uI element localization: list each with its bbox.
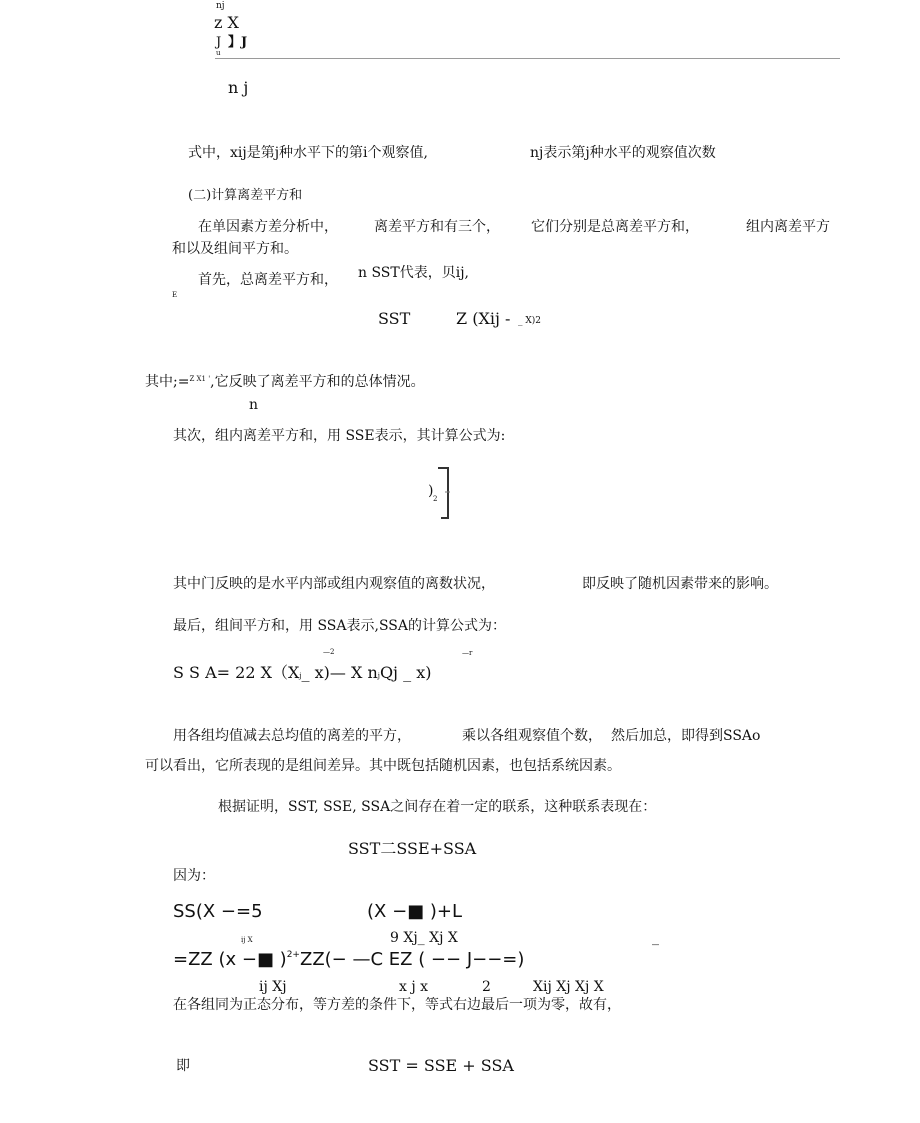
sst-intro-tail: n SST代表，贝ij, [358,265,470,281]
sse-formula-sub: 2 [433,495,438,503]
derivation-line-2-dash: _ [652,930,659,946]
derivation-line-4-c: 2 [482,979,491,995]
derivation-line-2-a-text: ij X [241,936,253,944]
bracket-mark: 】J [228,35,248,50]
ssa-sub-j: j [299,672,302,680]
ssa-explain-3: 然后加总，即得到SSAo [611,728,761,744]
sum-symbol-zx: z X [214,13,239,32]
fraction-bar [215,58,840,59]
margin-mark: E [172,291,178,299]
sse-meaning: 其中门反映的是水平内部或组内观察值的离数状况， [173,576,495,592]
fraction-denominator: n j [228,78,249,97]
intro-seg-1: 在单因素方差分析中， [198,219,338,235]
ssa-mid: _ x)— X n [301,663,378,682]
derivation-line-3-sup: 2+ [286,950,300,960]
mean-definition-lead: 其中;= [145,374,190,390]
ssa-intro: 最后，组间平方和，用 SSA表示,SSA的计算公式为： [173,618,506,634]
ssa-over-2: —2 [323,648,335,656]
derivation-line-4-b: x j x [399,979,429,995]
intro-seg-4: 组内离差平方 [746,219,830,235]
derivation-line-3 [173,951,524,969]
mean-definition [145,375,425,389]
sse-intro: 其次，组内离差平方和，用 SSE表示，其计算公式为: [173,428,506,444]
derivation-line-3-a: =ZZ (x −■ ) [173,949,287,970]
ssa-explain-1: 用各组均值减去总均值的离差的平方， [173,728,411,744]
derivation-line-4-d: Xij Xj Xj X [533,979,604,995]
derivation-line-4-a: ij Xj [259,979,287,995]
ssa-explain-2: 乘以各组观察值个数， [462,728,602,744]
ssa-explain-line-2: 可以看出，它所表现的是组间差异。其中既包括随机因素，也包括系统因素。 [145,758,621,774]
sst-intro: 首先，总离差平方和， [198,272,338,288]
sum-index-j: J [216,35,222,50]
derivation-line-3-b: ZZ(− —C EZ ( −− J−−=) [299,949,525,970]
ssa-main: S S A= 22 X（X [173,663,300,682]
sst-rhs-tail: _ X)2 [518,316,542,326]
ssa-tail: Qj _ x) [379,663,432,682]
definition-nj: nj表示第j种水平的观察值次数 [530,145,716,161]
mean-definition-sup: Z X1 ' [189,375,211,383]
intro-seg-3: 它们分别是总离差平方和， [531,219,699,235]
identity-formula: SST二SSE+SSA [348,839,477,858]
final-ji: 即 [176,1058,190,1074]
sse-formula-paren: ) [428,483,434,499]
derivation-line-1-right: (X −■ )+L [367,901,463,922]
sst-lhs: SST [378,309,411,328]
mean-definition-tail: ,它反映了离差平方和的总体情况。 [210,374,425,390]
sst-rhs: Z (Xij - [456,309,511,328]
relation-intro: 根据证明，SST, SSE, SSA之间存在着一定的联系，这种联系表现在： [218,799,657,815]
because-label: 因为： [173,868,215,884]
derivation-line-2-a [241,931,253,945]
sse-meaning-tail: 即反映了随机因素带来的影响。 [582,576,778,592]
conclusion-text: 在各组同为正态分布，等方差的条件下，等式右边最后一项为零，故有， [173,997,621,1013]
intro-line-2: 和以及组间平方和。 [172,241,298,257]
ssa-formula [173,665,431,681]
ssa-over-r: —r [462,649,473,657]
final-formula: SST = SSE + SSA [368,1056,514,1075]
section-heading: (二)计算离差平方和 [188,188,303,203]
intro-seg-2: 离差平方和有三个， [374,219,500,235]
mean-denominator-n: n [249,397,259,413]
tiny-mark: u [216,49,221,57]
ssa-sub-j2: j [377,672,380,680]
definition-xij: 式中，xij是第j种水平下的第i个观察值, [188,145,428,161]
derivation-line-2-b: 9 Xj_ Xj X [390,930,458,946]
sum-superscript-nj: nj [216,1,225,11]
derivation-line-1-left: SS(X −=5 [173,901,263,922]
